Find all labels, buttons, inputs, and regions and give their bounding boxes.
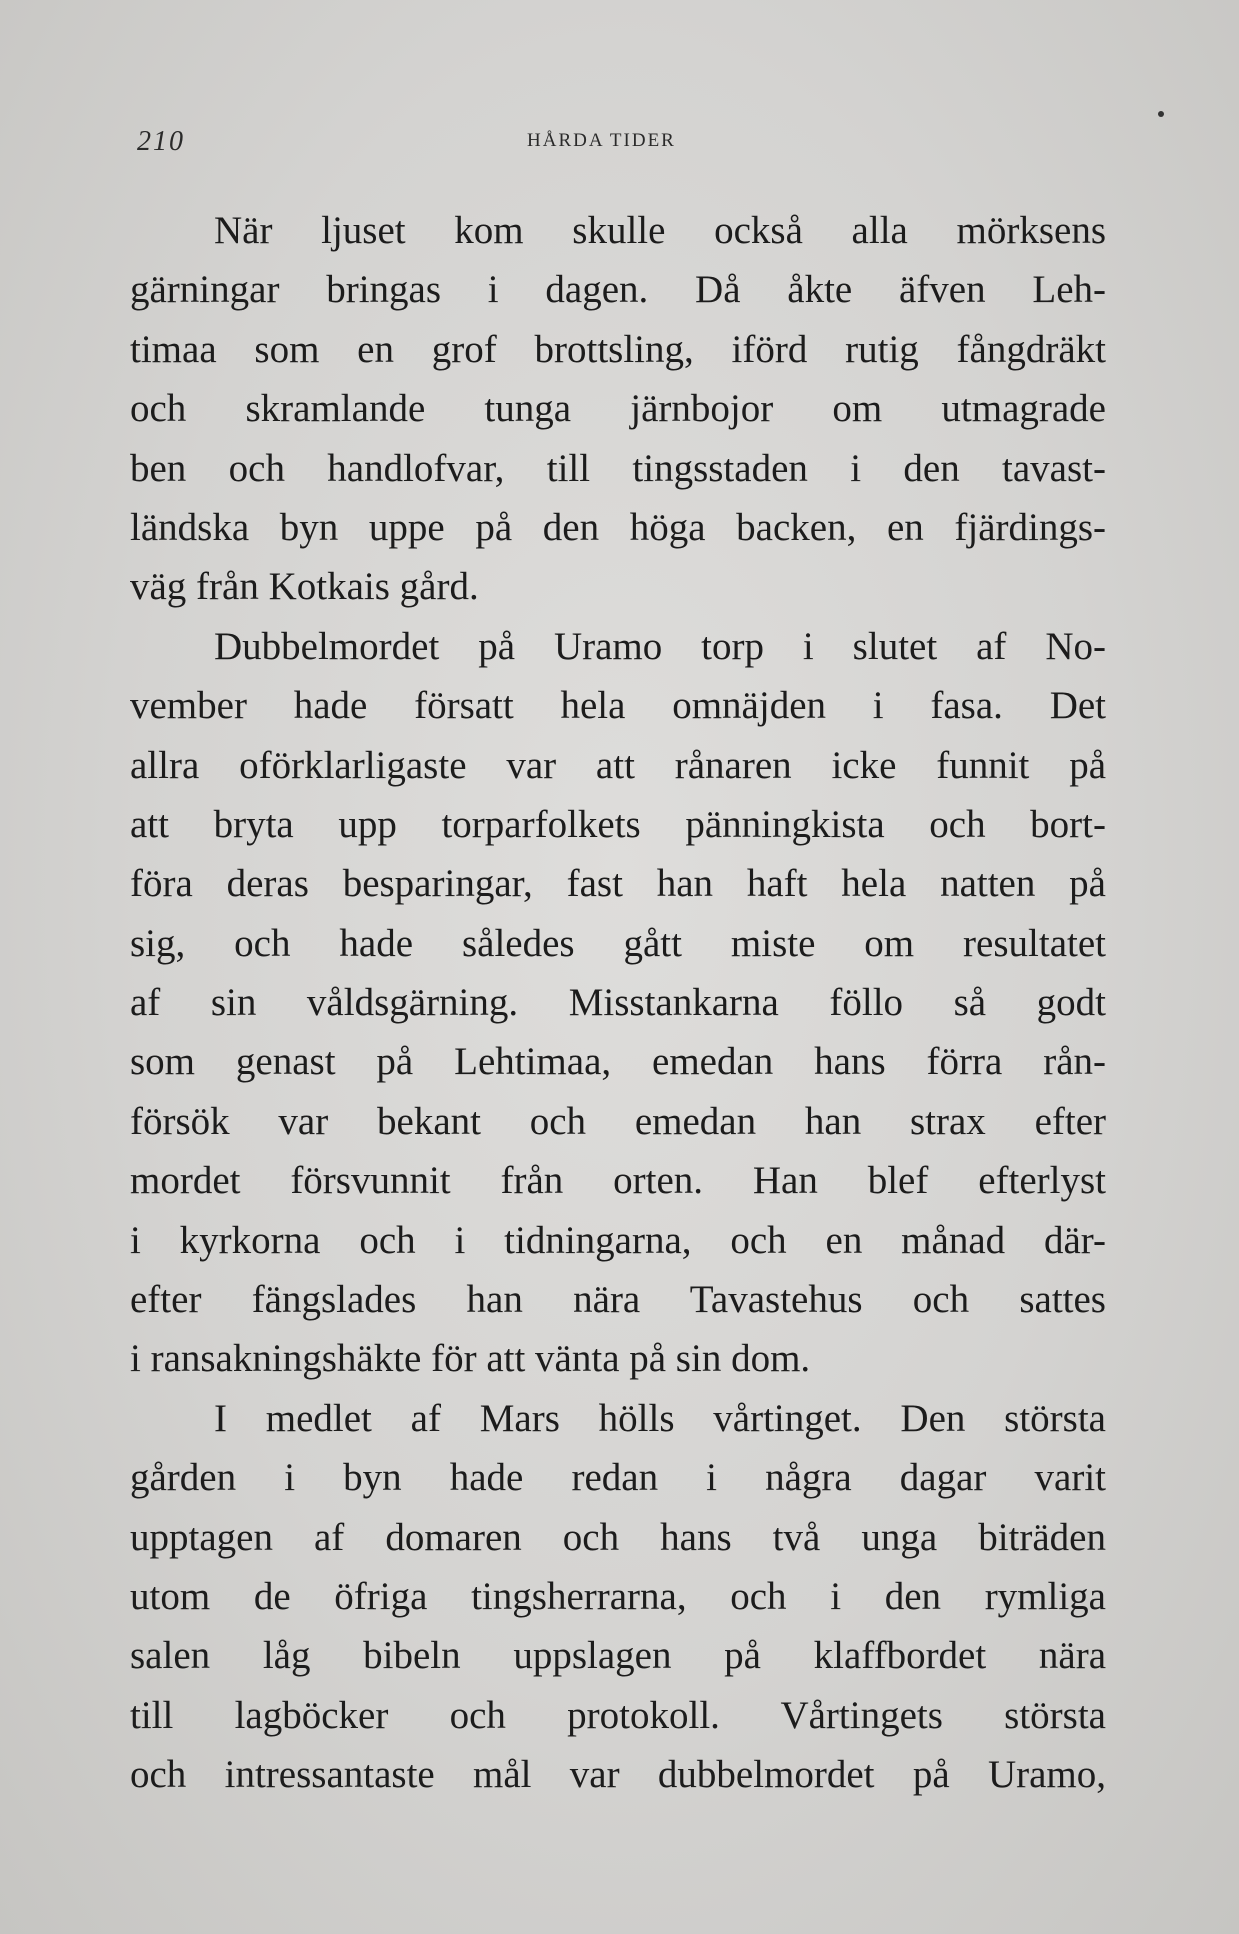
- text-line: salen låg bibeln uppslagen på klaffbordet nära: [130, 1634, 1106, 1678]
- page-number: 210: [137, 126, 185, 157]
- text-line: efter fängslades han nära Tavastehus och sattes: [130, 1278, 1106, 1322]
- ink-speck: [1158, 111, 1164, 117]
- text-line: upptagen af domaren och hans två unga biträden: [130, 1515, 1106, 1559]
- text-line: och intressantaste mål var dubbelmordet på Uramo,: [130, 1753, 1106, 1797]
- text-line: af sin våldsgärning. Misstankarna föllo så godt: [130, 981, 1106, 1025]
- text-line: väg från Kotkais gård.: [130, 565, 479, 609]
- text-line: som genast på Lehtimaa, emedan hans förra rån-: [130, 1040, 1106, 1084]
- text-line: timaa som en grof brottsling, iförd rutig fångdräkt: [130, 327, 1106, 371]
- text-line: utom de öfriga tingsherrarna, och i den rymliga: [130, 1574, 1106, 1618]
- running-title: HÅRDA TIDER: [527, 130, 676, 151]
- text-line: När ljuset kom skulle också alla mörksens: [214, 209, 1106, 252]
- running-head: [137, 120, 1107, 160]
- text-line: vember hade försatt hela omnäjden i fasa. Det: [130, 684, 1106, 728]
- text-line: Dubbelmordet på Uramo torp i slutet af No-: [214, 624, 1106, 668]
- text-line: allra oförklarligaste var att rånaren icke funnit på: [130, 743, 1106, 787]
- text-line: mordet försvunnit från orten. Han blef efterlyst: [130, 1159, 1106, 1203]
- text-line: i kyrkorna och i tidningarna, och en månad där-: [130, 1218, 1106, 1262]
- text-line: försök var bekant och emedan han strax efter: [130, 1099, 1106, 1143]
- text-line: i ransakningshäkte för att vänta på sin dom.: [130, 1337, 811, 1381]
- body-text: [130, 201, 1106, 1805]
- text-line: och skramlande tunga järnbojor om utmagrade: [130, 387, 1106, 431]
- text-line: I medlet af Mars hölls vårtinget. Den största: [214, 1396, 1106, 1440]
- text-line: föra deras besparingar, fast han haft hela natten på: [130, 862, 1106, 906]
- text-line: ländska byn uppe på den höga backen, en fjärdings-: [130, 505, 1106, 549]
- text-line: gården i byn hade redan i några dagar varit: [130, 1456, 1106, 1500]
- text-line: att bryta upp torparfolkets pänningkista och bort-: [130, 802, 1106, 846]
- text-line: gärningar bringas i dagen. Då åkte äfven Leh-: [130, 268, 1106, 312]
- text-line: ben och handlofvar, till tingsstaden i den tavast-: [130, 446, 1106, 490]
- text-line: till lagböcker och protokoll. Vårtingets största: [130, 1693, 1106, 1737]
- text-line: sig, och hade således gått miste om resultatet: [130, 921, 1106, 965]
